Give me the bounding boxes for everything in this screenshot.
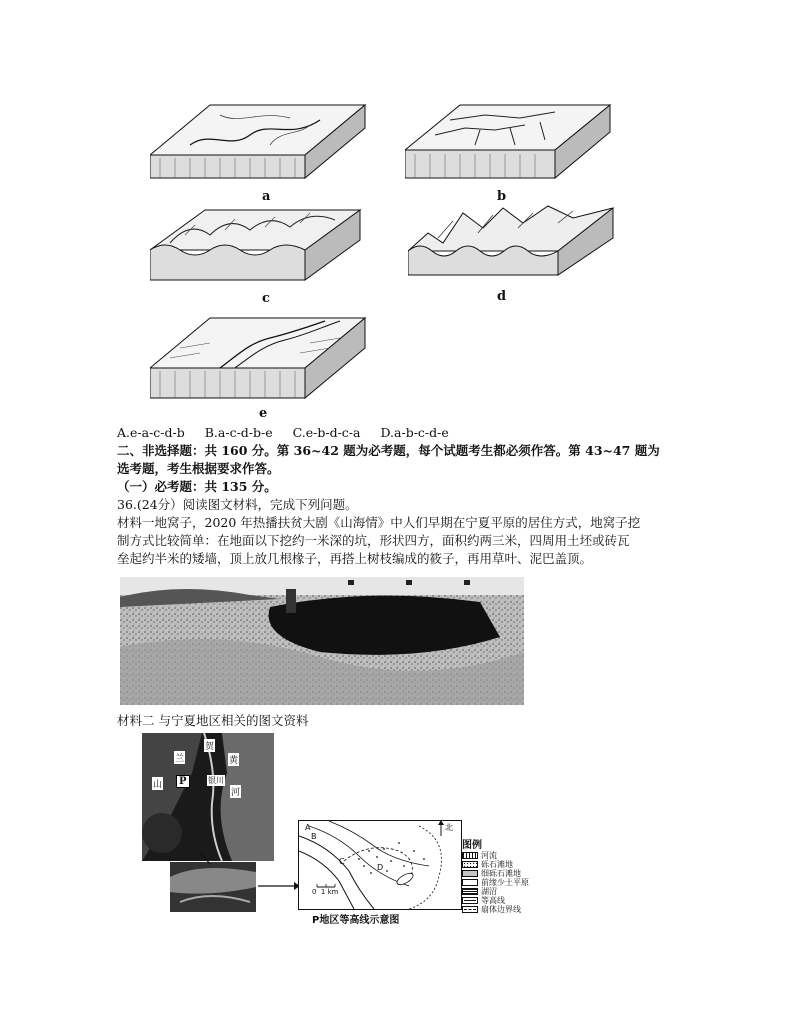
legend-label: 前缘少土平原 bbox=[481, 878, 529, 887]
map-label-he: 贺 bbox=[204, 739, 215, 752]
contour-point-c: C bbox=[339, 857, 345, 866]
map-label-huang: 黄 bbox=[228, 753, 239, 766]
block-diagram-b bbox=[405, 100, 615, 185]
section2-sub: （一）必考题：共 135 分。 bbox=[117, 479, 277, 494]
contour-point-a: A bbox=[305, 823, 311, 832]
map-label-shan: 山 bbox=[152, 777, 163, 790]
satellite-map bbox=[142, 733, 274, 861]
contour-scale: 0 1 km bbox=[312, 888, 339, 896]
legend bbox=[462, 836, 562, 914]
block-diagram-c bbox=[150, 205, 365, 290]
legend-label: 细砾石滩地 bbox=[481, 869, 521, 878]
connector-arrow bbox=[200, 850, 300, 895]
legend-item-plain bbox=[462, 878, 562, 887]
legend-label: 扇体边界线 bbox=[481, 905, 521, 914]
option-a: A.e-a-c-d-b bbox=[117, 425, 185, 440]
q36-para1: 材料一地窝子，2020 年热播扶贫大剧《山海情》中人们早期在宁夏平原的居住方式，地窝子挖 bbox=[117, 515, 641, 530]
answer-options bbox=[117, 423, 465, 442]
option-d: D.a-b-c-d-e bbox=[380, 425, 449, 440]
legend-item-marsh bbox=[462, 887, 562, 896]
block-diagram-e bbox=[150, 313, 368, 403]
block-diagram-a bbox=[150, 100, 370, 185]
q36-title: 36.(24分）阅读图文材料，完成下列问题。 bbox=[117, 497, 358, 512]
north-label: 北 bbox=[445, 823, 453, 832]
legend-label: 砾石滩地 bbox=[481, 860, 513, 869]
block-diagram-d bbox=[408, 203, 618, 288]
label-d: d bbox=[497, 289, 507, 304]
section2-line1: 二、非选择题：共 160 分。第 36~42 题为必考题，每个试题考生都必须作答。第 43~47 题为 bbox=[117, 443, 660, 458]
label-e: e bbox=[259, 406, 268, 421]
material2-title: 材料二 与宁夏地区相关的图文资料 bbox=[117, 713, 309, 728]
legend-item-boundary bbox=[462, 905, 562, 914]
label-a: a bbox=[262, 189, 271, 204]
q36-para2: 制方式比较简单：在地面以下挖约一米深的坑，形状四方，面积约两三米，四周用土坯或砖瓦 bbox=[117, 533, 630, 548]
legend-label: 河流 bbox=[481, 851, 497, 860]
map-label-he2: 河 bbox=[230, 785, 241, 798]
contour-point-d: D bbox=[377, 863, 384, 872]
map-label-lan: 兰 bbox=[174, 751, 185, 764]
contour-point-b: B bbox=[311, 832, 317, 841]
map-label-yinchuan: 银川 bbox=[208, 776, 224, 785]
section2-line2: 选考题，考生根据要求作答。 bbox=[117, 461, 280, 476]
legend-title: 图例 bbox=[462, 840, 482, 851]
contour-caption: P地区等高线示意图 bbox=[312, 915, 400, 926]
map-label-p: P bbox=[176, 775, 190, 788]
north-arrow bbox=[437, 820, 457, 836]
dugout-photo bbox=[120, 577, 524, 705]
option-c: C.e-b-d-c-a bbox=[292, 425, 361, 440]
label-b: b bbox=[497, 189, 507, 204]
legend-label: 等高线 bbox=[481, 896, 505, 905]
label-c: c bbox=[262, 291, 270, 306]
legend-label: 湖沼 bbox=[481, 887, 497, 896]
option-b: B.a-c-d-b-e bbox=[204, 425, 273, 440]
q36-para3: 垒起约半米的矮墙，顶上放几根椽子，再搭上树枝编成的筱子，再用草叶、泥巴盖顶。 bbox=[117, 551, 593, 566]
